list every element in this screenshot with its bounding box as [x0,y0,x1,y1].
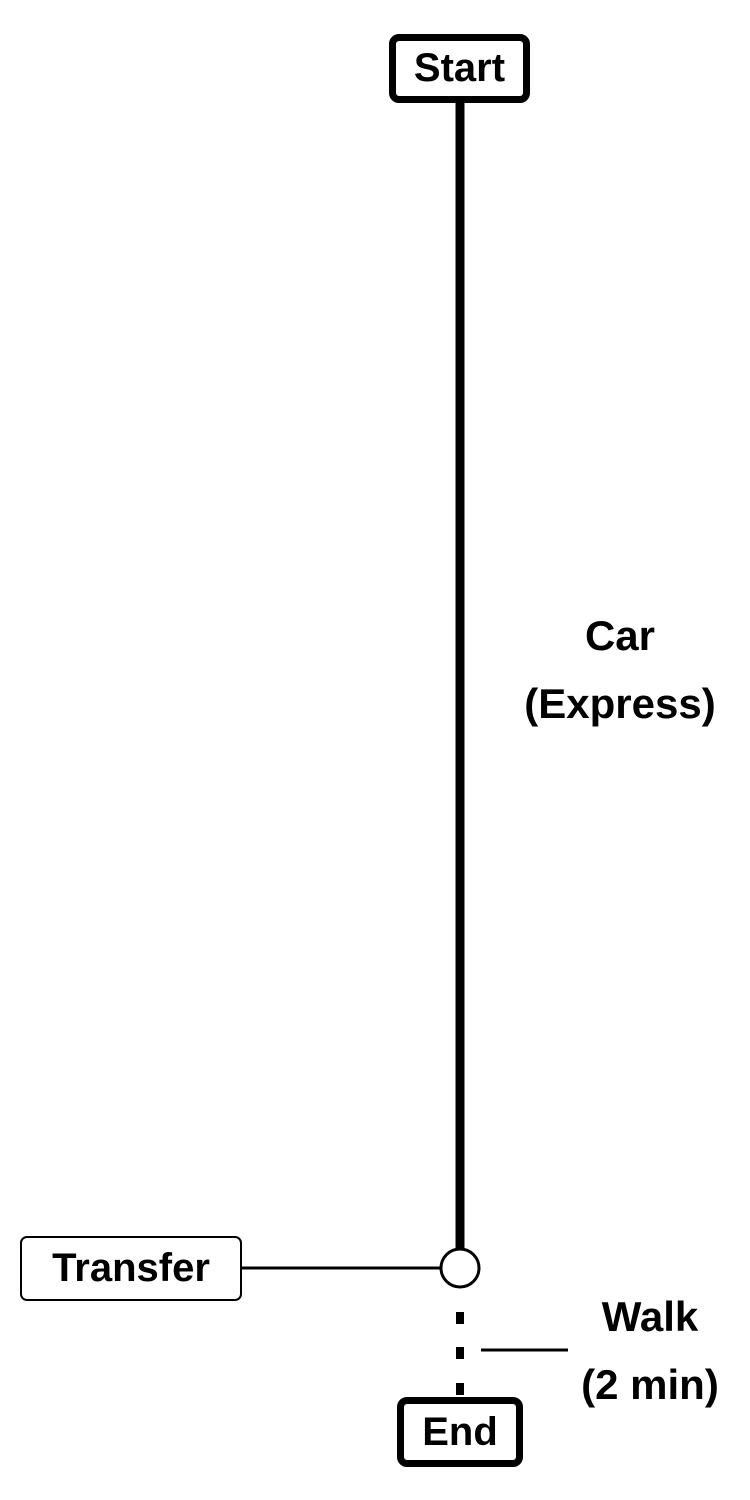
car-detail-label: (Express) [524,680,716,727]
end-node-label: End [422,1409,498,1454]
car-segment-label [500,602,740,738]
transfer-node [20,1236,242,1301]
walk-route-dot [456,1312,464,1324]
walk-segment-label [560,1283,740,1419]
walk-route-dot [456,1383,464,1395]
walk-mode-label: Walk [601,1293,699,1340]
transfer-point-node [441,1249,479,1287]
walk-detail-label: (2 min) [581,1361,719,1408]
end-node [397,1397,523,1467]
start-node [389,34,530,103]
transfer-node-label: Transfer [52,1246,210,1290]
car-mode-label: Car [584,612,656,659]
start-node-label: Start [413,46,506,90]
walk-route-dot [456,1347,464,1359]
